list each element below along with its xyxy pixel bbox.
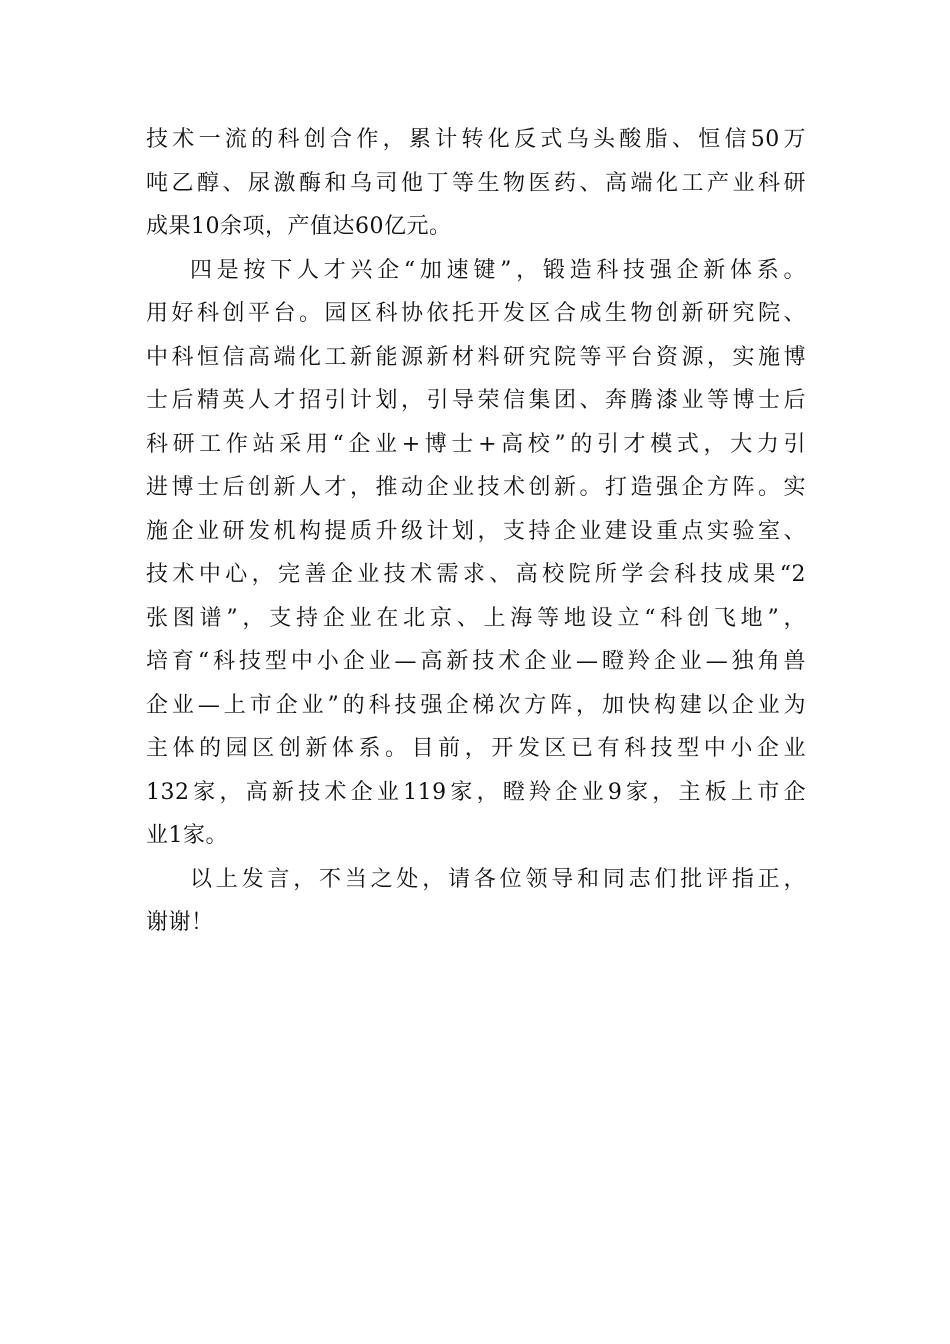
text-line: 四是按下人才兴企“加速键”，锻造科技强企新体系。 xyxy=(190,257,806,283)
text-line: 吨乙醇、尿激酶和乌司他丁等生物医药、高端化工产业科研 xyxy=(146,170,806,196)
text-line: 培育“科技型中小企业—高新技术企业—瞪羚企业—独角兽 xyxy=(146,649,806,674)
document-body xyxy=(146,118,806,945)
text-line: 士后精英人才招引计划，引导荣信集团、奔腾漆业等博士后 xyxy=(146,388,806,413)
text-line: 张图谱”，支持企业在北京、上海等地设立“科创飞地”， xyxy=(146,605,806,631)
text-line: 中科恒信高端化工新能源新材料研究院等平台资源，实施博 xyxy=(146,344,806,370)
paragraph-3 xyxy=(146,858,806,945)
text-line: 主体的园区创新体系。目前，开发区已有科技型中小企业 xyxy=(146,736,806,761)
text-line: 进博士后创新人才，推动企业技术创新。打造强企方阵。实 xyxy=(146,475,806,500)
text-line: 企业—上市企业”的科技强企梯次方阵，加快构建以企业为 xyxy=(146,692,806,718)
text-line: 用好科创平台。园区科协依托开发区合成生物创新研究院、 xyxy=(146,301,806,326)
text-line: 以上发言，不当之处，请各位领导和同志们批评指正， xyxy=(190,866,806,892)
text-line: 科研工作站采用“企业+博士+高校”的引才模式，大力引 xyxy=(146,431,806,457)
text-line: 技术一流的科创合作，累计转化反式乌头酸脂、恒信50万 xyxy=(146,127,806,152)
text-line: 成果10余项，产值达60亿元。 xyxy=(146,214,452,239)
text-line: 施企业研发机构提质升级计划，支持企业建设重点实验室、 xyxy=(146,518,806,544)
text-line: 132家，高新技术企业119家，瞪羚企业9家，主板上市企 xyxy=(146,779,806,805)
text-line: 谢谢！ xyxy=(146,910,214,935)
text-line: 业1家。 xyxy=(146,823,228,848)
text-line: 技术中心，完善企业技术需求、高校院所学会科技成果“2 xyxy=(146,562,806,587)
paragraph-1 xyxy=(146,118,806,249)
paragraph-2 xyxy=(146,249,806,858)
